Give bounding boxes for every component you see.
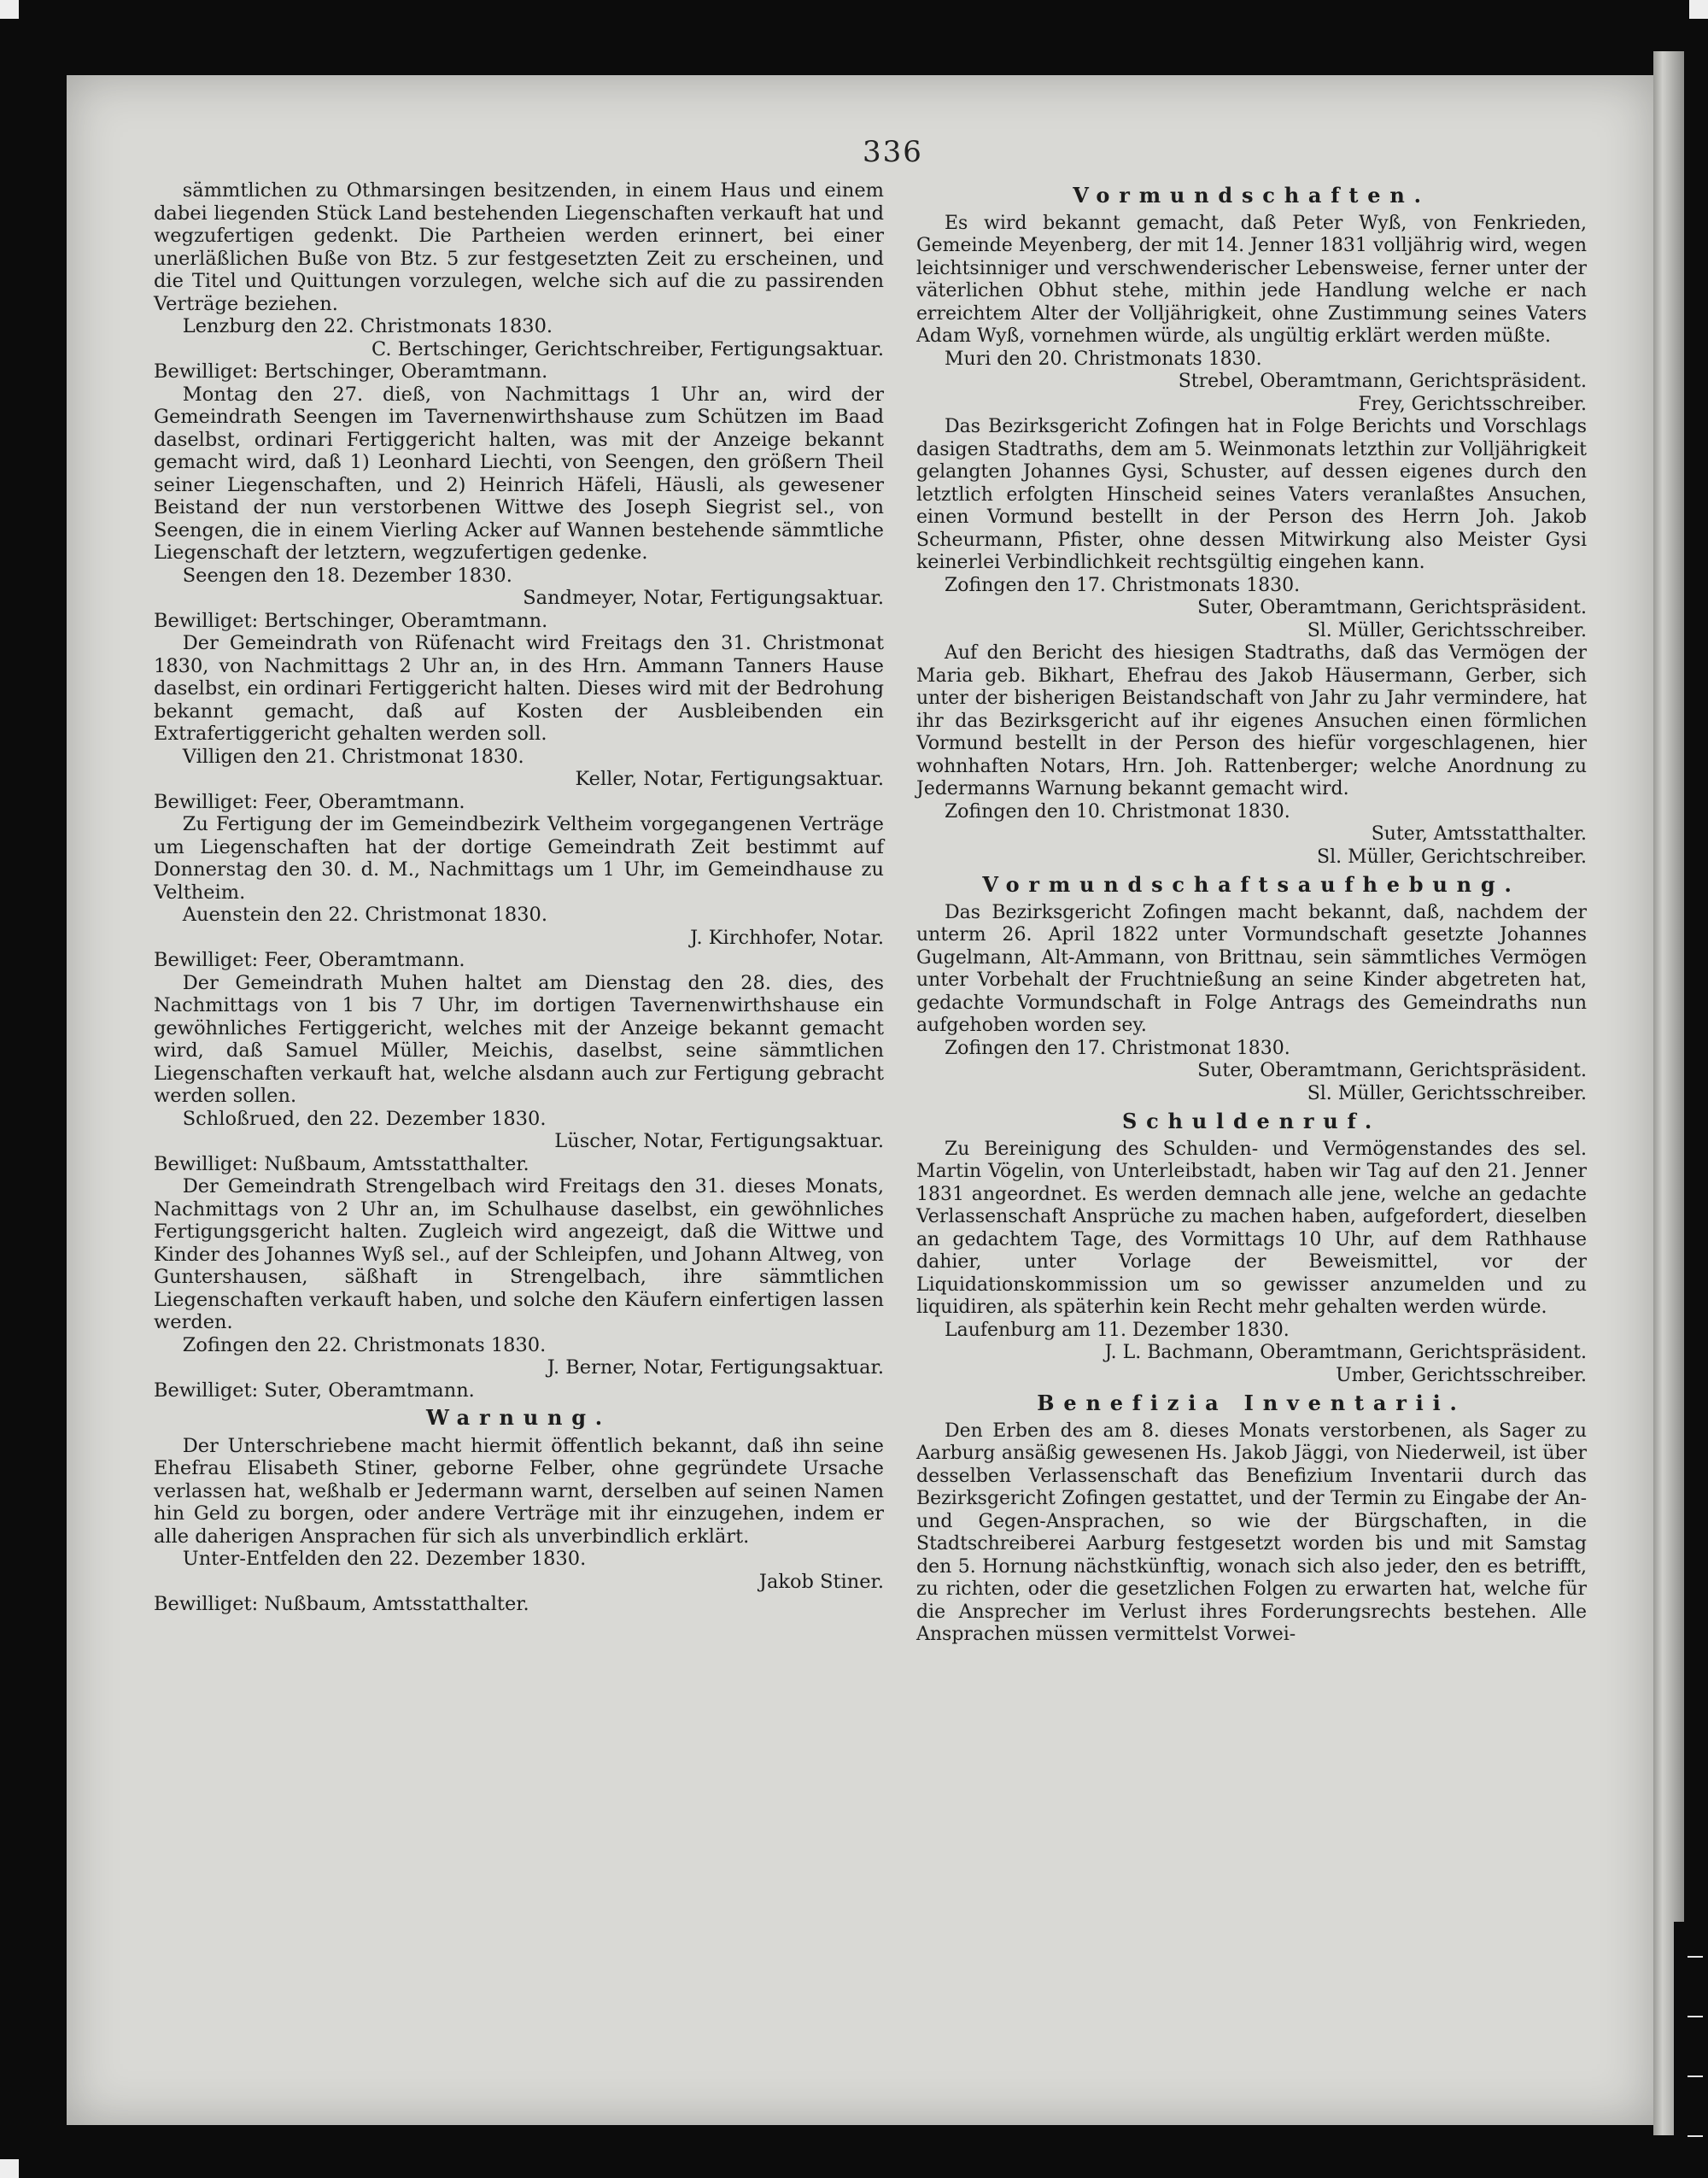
signature-line: C. Bertschinger, Gerichtschreiber, Fertigungsaktuar. — [371, 337, 884, 360]
dateline: Villigen den 21. Christmonat 1830. — [182, 745, 524, 768]
signature-line: Umber, Gerichtsschreiber. — [1336, 1364, 1587, 1386]
section-heading: Benefizia Inventarii. — [1037, 1391, 1466, 1415]
dateline: Zofingen den 17. Christmonat 1830. — [945, 1037, 1290, 1059]
dateline: Laufenburg am 11. Dezember 1830. — [945, 1319, 1290, 1341]
approval-line: Bewilliget: Nußbaum, Amtsstatthalter. — [154, 1152, 529, 1175]
approval-line: Bewilliget: Nußbaum, Amtsstatthalter. — [154, 1593, 529, 1615]
dateline: Seengen den 18. Dezember 1830. — [182, 564, 512, 587]
approval-line: Bewilliget: Bertschinger, Oberamtmann. — [154, 360, 548, 383]
signature-line: J. Berner, Notar, Fertigungsaktuar. — [547, 1356, 884, 1379]
dateline: Zofingen den 22. Christmonats 1830. — [182, 1333, 547, 1356]
signature-line: Sl. Müller, Gerichtschreiber. — [1317, 846, 1587, 868]
dateline: Lenzburg den 22. Christmonats 1830. — [182, 315, 553, 337]
signature-line: Sl. Müller, Gerichtsschreiber. — [1307, 619, 1587, 641]
notice-paragraph: Das Bezirksgericht Zofingen macht bekannt, daß, nachdem der unterm 26. April 1822 unter Vormundschaft gesetzte Johannes Gugelmann, Alt-Ammann, von Brittnau, sein sämmtliches Vermögen unter Vorbehalt der Fruchtnießung an seine Kinder abgetreten hat, gedachte Vormundschaft in Folge Antrags des Gemeindraths nun aufgehoben worden sey. — [916, 901, 1587, 1036]
signature-line: Sl. Müller, Gerichtsschreiber. — [1307, 1082, 1587, 1104]
signature-line: Suter, Amtsstatthalter. — [1371, 823, 1587, 845]
section-heading: Vormundschaftsaufhebung. — [982, 872, 1521, 897]
page-number: 336 — [863, 135, 923, 169]
corner-mark — [0, 2159, 19, 2178]
approval-line: Bewilliget: Suter, Oberamtmann. — [154, 1379, 475, 1402]
section-heading: Schuldenruf. — [1122, 1109, 1381, 1133]
next-page-edge — [1653, 51, 1684, 2135]
dateline: Muri den 20. Christmonats 1830. — [945, 348, 1262, 370]
notice-paragraph: Das Bezirksgericht Zofingen hat in Folge Berichts und Vorschlags dasigen Stadtraths, dem am 5. Weinmonats letzthin zur Volljährigkeit gelangten Johannes Gysi, Schuster, auf dessen eigenes durch den letztlich erfolgten Hinscheid seines Vaters veranlaßtes Ansuchen, einen Vormund bestellt in der Person des Herrn Joh. Jakob Scheurmann, Pfister, ohne dessen Mitwirkung also Meister Gysi keinerlei Verbindlichkeit rechtsgültig eingehen kann. — [916, 416, 1587, 573]
signature-line: Jakob Stiner. — [758, 1570, 884, 1593]
corner-mark — [1689, 0, 1708, 19]
left-column — [154, 179, 884, 1616]
notice-paragraph: Der Unterschriebene macht hiermit öffentlich bekannt, daß ihn seine Ehefrau Elisabeth Stiner, geborne Felber, ohne gegründete Ursache verlassen hat, weßhalb er Jedermann warnt, derselben auf seinen Namen hin Geld zu borgen, oder andere Verträge mit ihr einzugehen, indem er alle daherigen Ansprachen für sich als unverbindlich erklärt. — [154, 1434, 884, 1548]
notice-paragraph: Der Gemeindrath Muhen haltet am Dienstag den 28. dies, des Nachmittags von 1 bis 7 Uhr, im dortigen Tavernenwirthshause ein gewöhnliches Fertiggericht, welches mit der Anzeige bekannt gemacht wird, daß Samuel Müller, Meichis, daselbst, seine sämmtlichen Liegenschaften verkauft hat, welche alsdann auch zur Fertigung gebracht werden sollen. — [154, 971, 884, 1107]
signature-line: Frey, Gerichtsschreiber. — [1358, 393, 1587, 415]
notice-paragraph: Zu Bereinigung des Schulden- und Vermögenstandes des sel. Martin Vögelin, von Unterleibstadt, haben wir Tag auf den 21. Jenner 1831 angeordnet. Es werden demnach alle jene, welche an gedachte Verlassenschaft Ansprüche zu machen haben, aufgefordert, dieselben an gedachtem Tage, des Vormittags 10 Uhr, auf dem Rathhause dahier, unter Vorlage der Beweismittel, vor der Liquidationskommission um so gewisser anzumelden und zu liquidiren, als späterhin kein Recht mehr gehalten werden würde. — [916, 1138, 1587, 1318]
section-heading: Warnung. — [426, 1405, 611, 1430]
approval-line: Bewilliget: Feer, Oberamtmann. — [154, 949, 465, 971]
corner-mark — [0, 0, 19, 19]
dateline: Schloßrued, den 22. Dezember 1830. — [182, 1107, 547, 1130]
notice-paragraph: Auf den Bericht des hiesigen Stadtraths, daß das Vermögen der Maria geb. Bikhart, Ehefrau des Jakob Häusermann, Gerber, sich unter der bisherigen Beistandschaft von Jahr zu Jahr vermindere, hat ihr das Bezirksgericht auf ihr eigenes Ansuchen einen förmlichen Vormund bestellt in der Person des hiefür vorgeschlagenen, hier wohnhaften Notars, Hrn. Joh. Rattenberger; welche Anordnung zu Jedermanns Warnung bekannt gemacht wird. — [916, 642, 1587, 799]
dateline: Zofingen den 17. Christmonats 1830. — [945, 574, 1301, 596]
signature-line: Keller, Notar, Fertigungsaktuar. — [575, 768, 884, 790]
notice-paragraph: Montag den 27. dieß, von Nachmittags 1 Uhr an, wird der Gemeindrath Seengen im Tavernenwirthshause zum Schützen im Baad daselbst, ordinari Fertiggericht halten, was mit der Anzeige bekannt gemacht wird, daß 1) Leonhard Liechti, von Seengen, den größern Theil seiner Liegenschaften, und 2) Heinrich Häfeli, Häusli, als gewesener Beistand der nun verstorbenen Wittwe des Joseph Siegrist sel., von Seengen, die in einem Vierling Acker auf Wannen bestehende sämmtliche Liegenschaft der letztern, wegzufertigen gedenke. — [154, 383, 884, 564]
signature-line: J. L. Bachmann, Oberamtmann, Gerichtspräsident. — [1104, 1342, 1587, 1363]
signature-line: Sandmeyer, Notar, Fertigungsaktuar. — [523, 587, 884, 609]
dateline: Unter-Entfelden den 22. Dezember 1830. — [182, 1548, 587, 1570]
notice-paragraph: sämmtlichen zu Othmarsingen besitzenden, in einem Haus und einem dabei liegenden Stück Land bestehenden Liegenschaften verkauft hat und wegzufertigen gedenkt. Die Partheien werden erinnert, bei einer unerläßlichen Buße von Btz. 5 zur festgesetzten Zeit zu erscheinen, und die Titel und Quittungen vorzulegen, welche sich auf die zu passirenden Verträge beziehen. — [154, 179, 884, 315]
section-heading: Vormundschaften. — [1073, 183, 1430, 208]
notice-paragraph: Es wird bekannt gemacht, daß Peter Wyß, von Fenkrieden, Gemeinde Meyenberg, der mit 14. Jenner 1831 volljährig wird, wegen leichtsinniger und verschwenderischer Lebensweise, ferner unter der väterlichen Obhut stehe, mithin jede Handlung welche er nach erreichtem Alter der Volljährigkeit, ohne Zustimmung seines Vaters Adam Wyß, vornehmen würde, als ungültig erklärt werden müßte. — [916, 212, 1587, 347]
signature-line: Suter, Oberamtmann, Gerichtspräsident. — [1197, 1060, 1587, 1081]
signature-line: Lüscher, Notar, Fertigungsaktuar. — [554, 1130, 884, 1152]
notice-paragraph: Der Gemeindrath Strengelbach wird Freitags den 31. dieses Monats, Nachmittags von 2 Uhr an, im Schulhause daselbst, ein gewöhnliches Fertigungsgericht halten. Zugleich wird angezeigt, daß die Wittwe und Kinder des Johannes Wyß sel., auf der Schleipfen, und Johann Altweg, von Guntershausen, säßhaft in Strengelbach, ihre sämmtlichen Liegenschaften verkauft haben, und solche den Käufern einfertigen lassen werden. — [154, 1175, 884, 1333]
dateline: Zofingen den 10. Christmonat 1830. — [945, 800, 1290, 823]
notice-paragraph: Den Erben des am 8. dieses Monats verstorbenen, als Sager zu Aarburg ansäßig gewesenen Hs. Jakob Jäggi, von Niederweil, ist über desselben Verlassenschaft das Benefizium Inventarii durch das Bezirksgericht Zofingen gestattet, und der Termin zu Eingabe der An- und Gegen-Ansprachen, so wie der Bürgschaften, in die Stadtschreiberei Aarburg festgesetzt worden bis und mit Samstag den 5. Hornung nächstkünftig, wonach sich also jeder, den es betrifft, zu richten, oder die gesetzlichen Folgen zu erwarten hat, welche für die Ansprecher im Verlust ihres Forderungsrechts bestehen. Alle Ansprachen müssen vermittelst Vorwei- — [916, 1420, 1587, 1645]
signature-line: Strebel, Oberamtmann, Gerichtspräsident. — [1178, 371, 1587, 392]
approval-line: Bewilliget: Bertschinger, Oberamtmann. — [154, 609, 548, 632]
signature-line: Suter, Oberamtmann, Gerichtspräsident. — [1197, 597, 1587, 618]
notice-paragraph: Der Gemeindrath von Rüfenacht wird Freitags den 31. Christmonat 1830, von Nachmittags 2 Uhr an, in des Hrn. Ammann Tanners Hause daselbst, ein ordinari Fertiggericht halten. Dieses wird mit der Bedrohung bekannt gemacht, daß auf Kosten der Ausbleibenden ein Extrafertiggericht gehalten werden soll. — [154, 632, 884, 745]
dateline: Auenstein den 22. Christmonat 1830. — [182, 904, 547, 926]
approval-line: Bewilliget: Feer, Oberamtmann. — [154, 790, 465, 813]
signature-line: J. Kirchhofer, Notar. — [690, 926, 884, 949]
scan-ruler — [1674, 1922, 1708, 2178]
notice-paragraph: Zu Fertigung der im Gemeindbezirk Veltheim vorgegangenen Verträge um Liegenschaften hat der dortige Gemeindrath Zeit bestimmt auf Donnerstag den 30. d. M., Nachmittags um 1 Uhr, im Gemeindhause zu Veltheim. — [154, 813, 884, 904]
right-column — [916, 179, 1587, 1647]
